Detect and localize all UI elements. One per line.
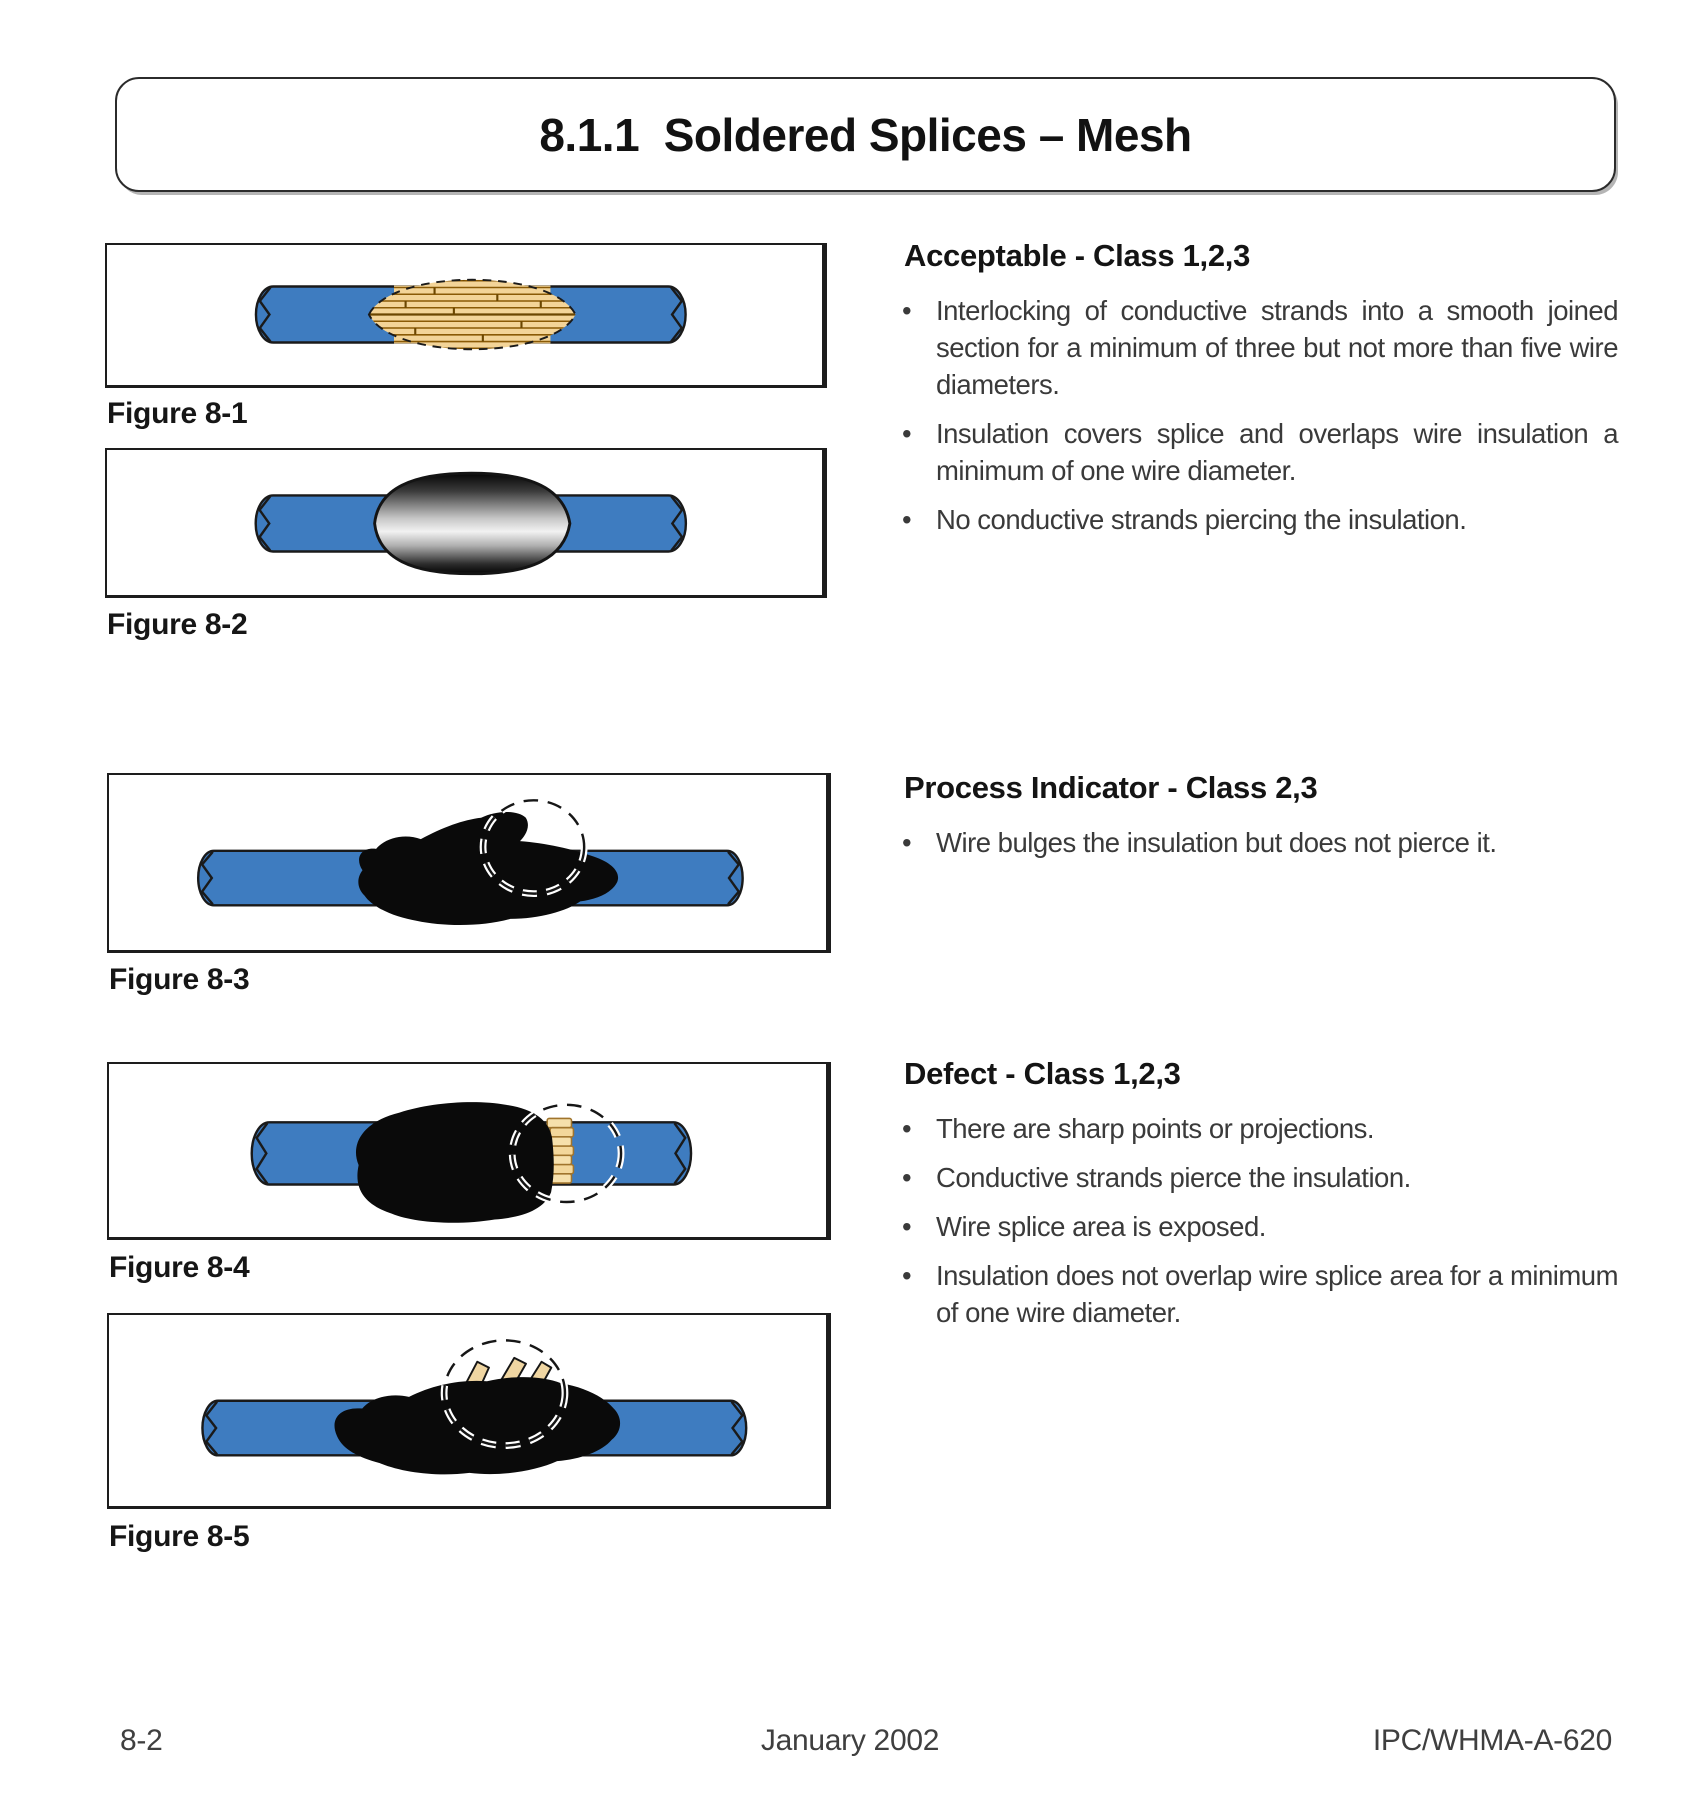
section-process-indicator [902,770,1618,873]
figure-8-4-graphic [109,1064,826,1237]
footer-page-number: 8-2 [120,1724,163,1757]
figure-8-2-box [105,448,827,598]
list-item [902,824,1618,861]
figure-8-5-graphic [109,1315,826,1506]
list-item [902,1159,1618,1196]
list-item-text: • Insulation does not overlap wire splice area for a minimum of one wire diameter. [936,1260,1618,1328]
list-item-text: • Wire bulges the insulation but does not pierce it. [936,827,1497,858]
list-item-text: • There are sharp points or projections. [936,1113,1375,1144]
list-item [902,1257,1618,1331]
figure-caption: Figure 8-2 [107,608,248,641]
figure-8-3-box [107,773,831,953]
list-item-text: • Conductive strands pierce the insulation. [936,1162,1411,1193]
section-defect [902,1056,1618,1343]
page-title: 8.1.1 Soldered Splices – Mesh [539,108,1192,161]
figure-caption: Figure 8-3 [109,963,250,996]
list-item-text: • Interlocking of conductive strands into a smooth joined section for a minimum of three but not more than five wire diameters. [936,295,1618,400]
figure-8-1-graphic [107,245,822,385]
section-acceptable [902,238,1618,550]
solder-covered-splice [375,473,570,574]
section-heading: Process Indicator - Class 2,3 [904,770,1318,805]
section-heading: Acceptable - Class 1,2,3 [904,238,1251,273]
list-item [902,1208,1618,1245]
figure-caption: Figure 8-4 [109,1251,250,1284]
figure-8-5-box [107,1313,831,1509]
list-item [902,1110,1618,1147]
footer-doc-id: IPC/WHMA-A-620 [1372,1724,1612,1757]
figure-8-1-box [105,243,827,388]
figure-8-4-box [107,1062,831,1240]
list-item [902,501,1618,538]
list-item-text: • No conductive strands piercing the insulation. [936,504,1467,535]
figure-caption: Figure 8-5 [109,1520,250,1553]
insulation-blob [334,1377,620,1474]
list-item-text: • Insulation covers splice and overlaps wire insulation a minimum of one wire diameter. [936,418,1618,486]
figure-8-2-graphic [107,450,822,595]
section-heading: Defect - Class 1,2,3 [904,1056,1181,1091]
section-title-banner [115,77,1616,192]
figure-8-3-graphic [109,775,826,950]
list-item-text: • Wire splice area is exposed. [936,1211,1266,1242]
figure-caption: Figure 8-1 [107,397,248,430]
list-item [902,415,1618,489]
footer-date: January 2002 [760,1724,940,1757]
list-item [902,292,1618,403]
